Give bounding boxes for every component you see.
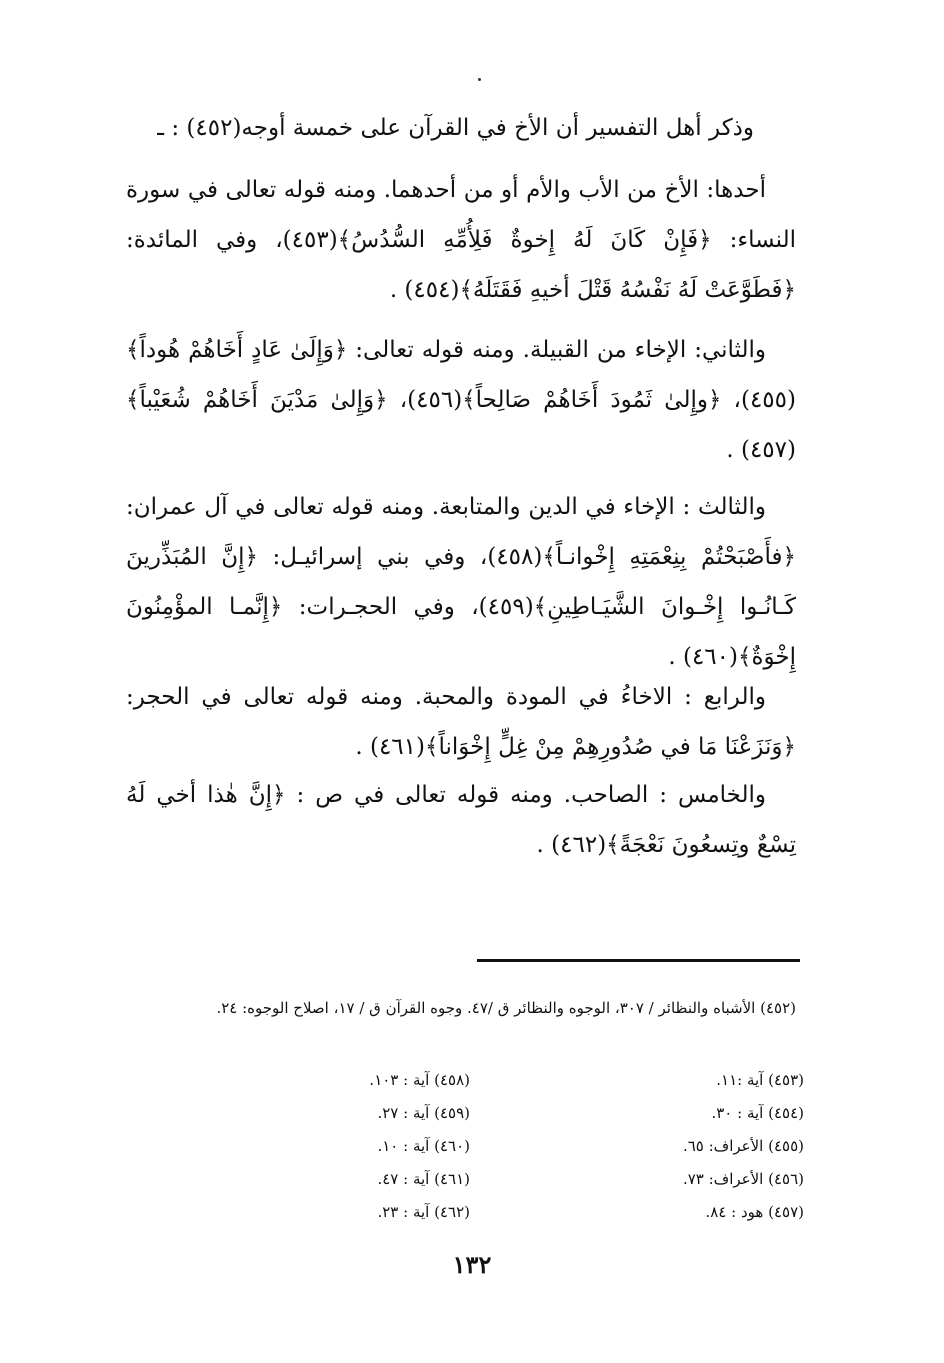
footnote-item: (٤٥٩) آية : ٢٧. — [377, 1104, 470, 1122]
footnote-item: (٤٥٦) الأعراف: ٧٣. — [682, 1170, 804, 1188]
footnote-item: (٤٦٠) آية : ١٠. — [377, 1137, 470, 1155]
footnote-item: (٤٥٧) هود : ٨٤. — [705, 1203, 804, 1221]
paragraph-third-meaning: والثالث : الإخاء في الدين والمتابعة. ومنه قوله تعالى في آل عمران: ﴿فأَصْبَحْتُمْ بِنِعْمَتِهِ إِخْوانـاً﴾(٤٥٨)، وفي بني إسرائيـل: ﴿إِنَّ المُبَذِّرينَ كَـانُـوا إِخْـوانَ الشَّيَـاطِينِ﴾(٤٥٩)، وفي الحجـرات: ﴿إِنَّمـا المؤْمِنُونَ إِخْوَةٌ﴾(٤٦٠) . — [126, 494, 796, 670]
footnote-item: (٤٥٨) آية : ١٠٣. — [369, 1071, 470, 1089]
paragraph-fifth-meaning: والخامس : الصاحب. ومنه قوله تعالى في ص : ﴿إِنَّ هٰذا أخي لَهُ تِسْعٌ وتِسعُونَ نَعْجَةً﴾(٤٦٢) . — [126, 782, 796, 858]
footnotes-right-column — [584, 1064, 804, 1229]
speck-mark — [478, 78, 481, 81]
footnote-item: (٤٥٣) آية :١١. — [716, 1071, 804, 1089]
paragraph-fourth-meaning: والرابع : الاخاءُ في المودة والمحبة. ومنه قوله تعالى في الحجر: ﴿وَنَزَعْنَا مَا في صُدُورِهِمْ مِنْ غِلٍّ إِخْوَاناً﴾(٤٦١) . — [126, 684, 796, 760]
footnote-item: (٤٦١) آية : ٤٧. — [377, 1170, 470, 1188]
footnote-item: (٤٦٢) آية : ٢٣. — [377, 1203, 470, 1221]
footnote-separator — [477, 959, 800, 962]
intro-line: وذكر أهل التفسير أن الأخ في القرآن على خمسة أوجه(٤٥٢) : ـ — [157, 115, 754, 141]
page-number: ١٣٢ — [452, 1250, 492, 1279]
paragraph-second-meaning: والثاني: الإخاء من القبيلة. ومنه قوله تعالى: ﴿وَإِلَىٰ عَادٍ أَخَاهُمْ هُوداً﴾(٤٥٥)، ﴿وإِلىٰ ثَمُودَ أَخَاهُمْ صَالِحاً﴾(٤٥٦)، ﴿وَإِلىٰ مَدْيَنَ أَخَاهُمْ شُعَيْباً﴾(٤٥٧) . — [126, 337, 796, 463]
footnotes-left-column — [250, 1064, 470, 1229]
footnote-452: (٤٥٢) الأشباه والنظائر / ٣٠٧، الوجوه والنظائر ق /٤٧. وجوه القرآن ق / ١٧، اصلاح الوجوه: ٢٤. — [216, 999, 796, 1017]
paragraph-first-meaning: أحدها: الأخ من الأب والأم أو من أحدهما. ومنه قوله تعالى في سورة النساء: ﴿فَإِنْ كَانَ لَهُ إِخوةٌ فَلِأُمِّهِ السُّدُسُ﴾(٤٥٣)، وفي المائدة: ﴿فَطَوَّعَتْ لَهُ نَفْسُهُ قَتْلَ أخيهِ فَقَتَلَهُ﴾(٤٥٤) . — [126, 177, 796, 303]
footnote-item: (٤٥٥) الأعراف: ٦٥. — [682, 1137, 804, 1155]
footnote-item: (٤٥٤) آية : ٣٠. — [711, 1104, 804, 1122]
